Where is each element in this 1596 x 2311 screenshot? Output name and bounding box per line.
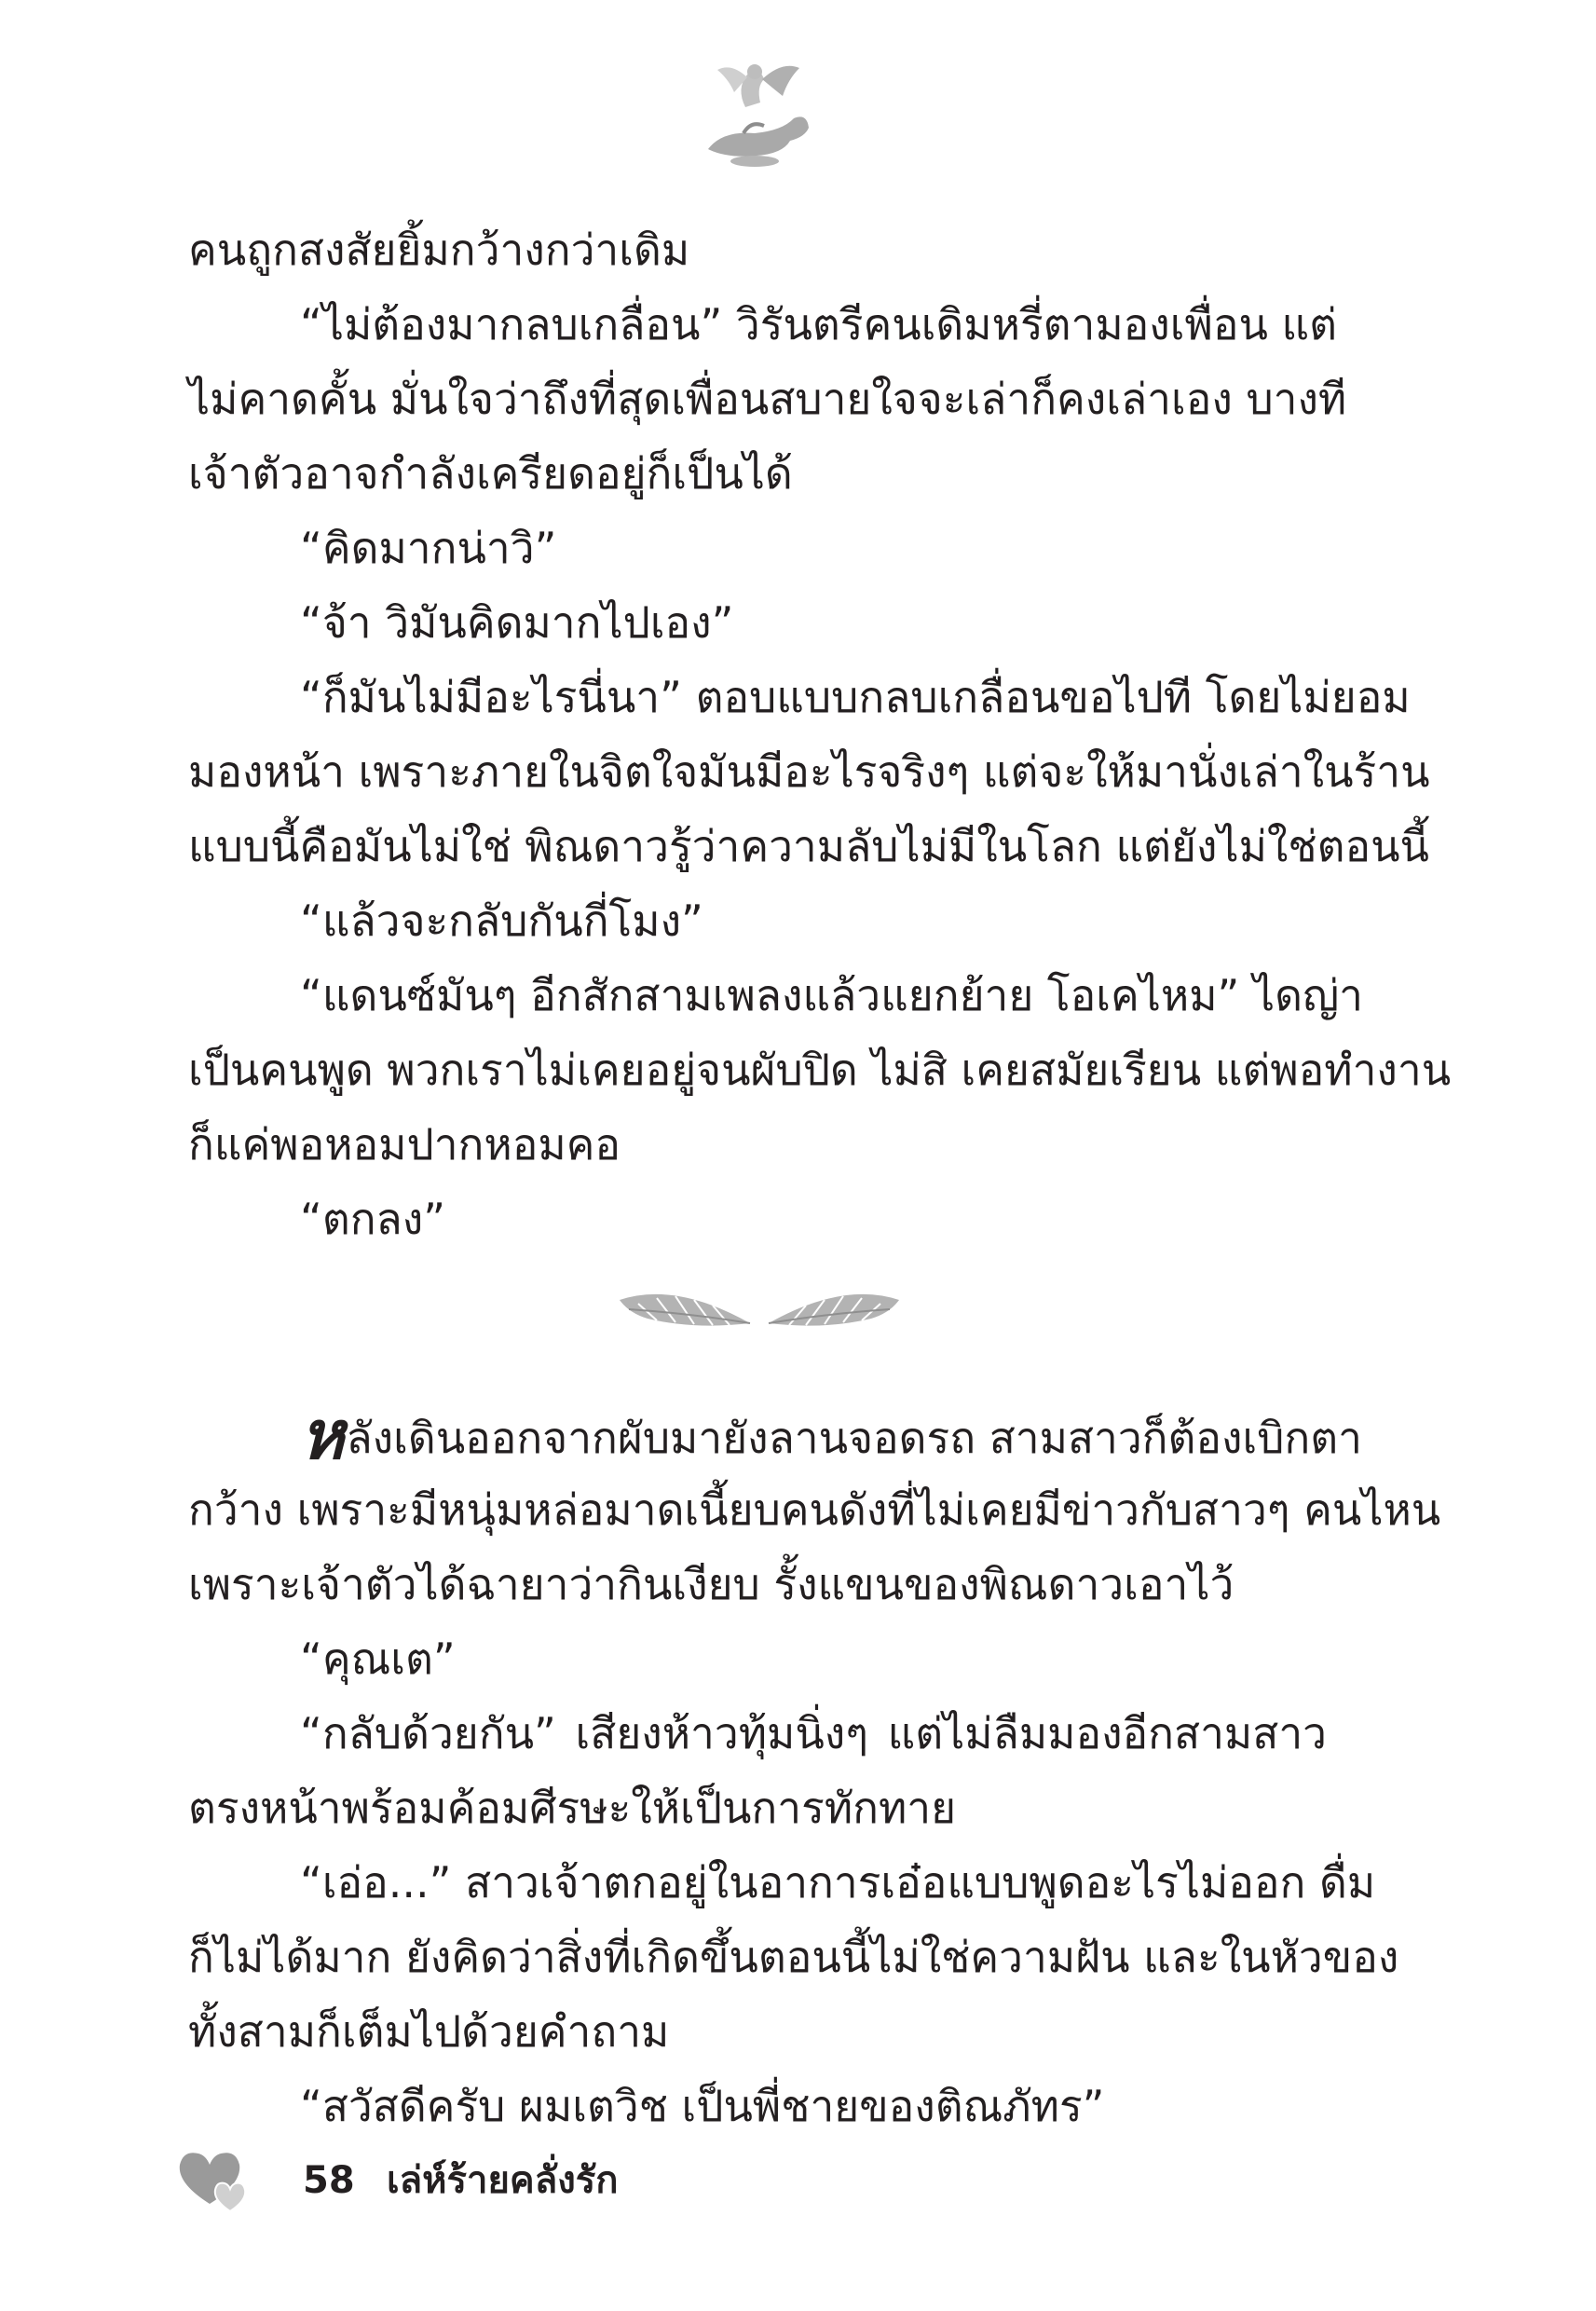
paragraph-line: “ก็มันไม่มีอะไรนี่นา” ตอบแบบกลบเกลื่อนขอไปที โดยไม่ยอม	[300, 672, 1411, 722]
paragraph-line: ไม่คาดคั้น มั่นใจว่าถึงที่สุดเพื่อนสบายใจจะเล่าก็คงเล่าเอง บางที	[188, 374, 1347, 424]
paragraph-line: เป็นคนพูด พวกเราไม่เคยอยู่จนผับปิด ไม่สิ เคยสมัยเรียน แต่พอทำงาน	[188, 1045, 1452, 1095]
paragraph-line: ทั้งสามก็เต็มไปด้วยคำถาม	[188, 2006, 670, 2057]
paragraph-line: “สวัสดีครับ ผมเตวิช เป็นพี่ชายของติณภัทร”	[300, 2081, 1105, 2131]
paragraph-line: ตรงหน้าพร้อมค้อมศีรษะให้เป็นการทักทาย	[188, 1783, 957, 1833]
paragraph-line: “แดนซ์มันๆ อีกสักสามเพลงแล้วแยกย้าย โอเคไหม” ไดญ่า	[300, 970, 1364, 1020]
paragraph-line: “ตกลง”	[300, 1194, 446, 1244]
paragraph-line: คนถูกสงสัยยิ้มกว้างกว่าเดิม	[188, 225, 690, 275]
leaf-divider-icon	[610, 1272, 908, 1356]
first-line-text: ลังเดินออกจากผับมายังลานจอดรถ สามสาวก็ต้องเบิกตา	[346, 1413, 1362, 1463]
paragraph-line: กว้าง เพราะมีหนุ่มหล่อมาดเนี้ยบคนดังที่ไม่เคยมีข่าวกับสาวๆ คนไหน	[188, 1484, 1441, 1535]
paragraph-line: “จ้า วิมันคิดมากไปเอง”	[300, 597, 734, 648]
paragraph-line: มองหน้า เพราะภายในจิตใจมันมีอะไรจริงๆ แต่จะให้มานั่งเล่าในร้าน	[188, 746, 1430, 797]
cupid-lamp-icon	[689, 51, 820, 172]
paragraph-line: ก็แค่พอหอมปากหอมคอ	[188, 1119, 621, 1169]
paragraph-line: “เอ่อ...” สาวเจ้าตกอยู่ในอาการเอ๋อแบบพูดอะไรไม่ออก ดื่ม	[300, 1857, 1376, 1908]
paragraph-line: “คิดมากน่าวิ”	[300, 523, 557, 573]
paragraph-line: แบบนี้คือมันไม่ใช่ พิณดาวรู้ว่าความลับไม่มีในโลก แต่ยังไม่ใช่ตอนนี้	[188, 821, 1429, 871]
page-footer	[172, 2139, 825, 2222]
paragraph-line: เจ้าตัวอาจกำลังเครียดอยู่ก็เป็นได้	[188, 448, 793, 499]
paragraph-line: “แล้วจะกลับกันกี่โมง”	[300, 896, 703, 946]
book-title: เล่ห์ร้ายคลั่งรัก	[387, 2159, 619, 2202]
hearts-icon	[172, 2139, 256, 2222]
paragraph-line: ก็ไม่ได้มาก ยังคิดว่าสิ่งที่เกิดขึ้นตอนนี้ไม่ใช่ความฝัน และในหัวของ	[188, 1932, 1399, 1982]
paragraph-line: “กลับด้วยกัน” เสียงห้าวทุ้มนิ่งๆ แต่ไม่ลืมมองอีกสามสาว	[300, 1708, 1327, 1758]
paragraph-line	[188, 1396, 1362, 1474]
paragraph-line: “คุณเต”	[300, 1634, 456, 1684]
paragraph-line: เพราะเจ้าตัวได้ฉายาว่ากินเงียบ รั้งแขนของพิณดาวเอาไว้	[188, 1559, 1235, 1609]
drop-cap: ห	[300, 1396, 345, 1474]
page-number: 58	[303, 2159, 355, 2202]
paragraph-line: “ไม่ต้องมากลบเกลื่อน” วิรันตรีคนเดิมหรี่ตามองเพื่อน แต่	[300, 299, 1338, 349]
